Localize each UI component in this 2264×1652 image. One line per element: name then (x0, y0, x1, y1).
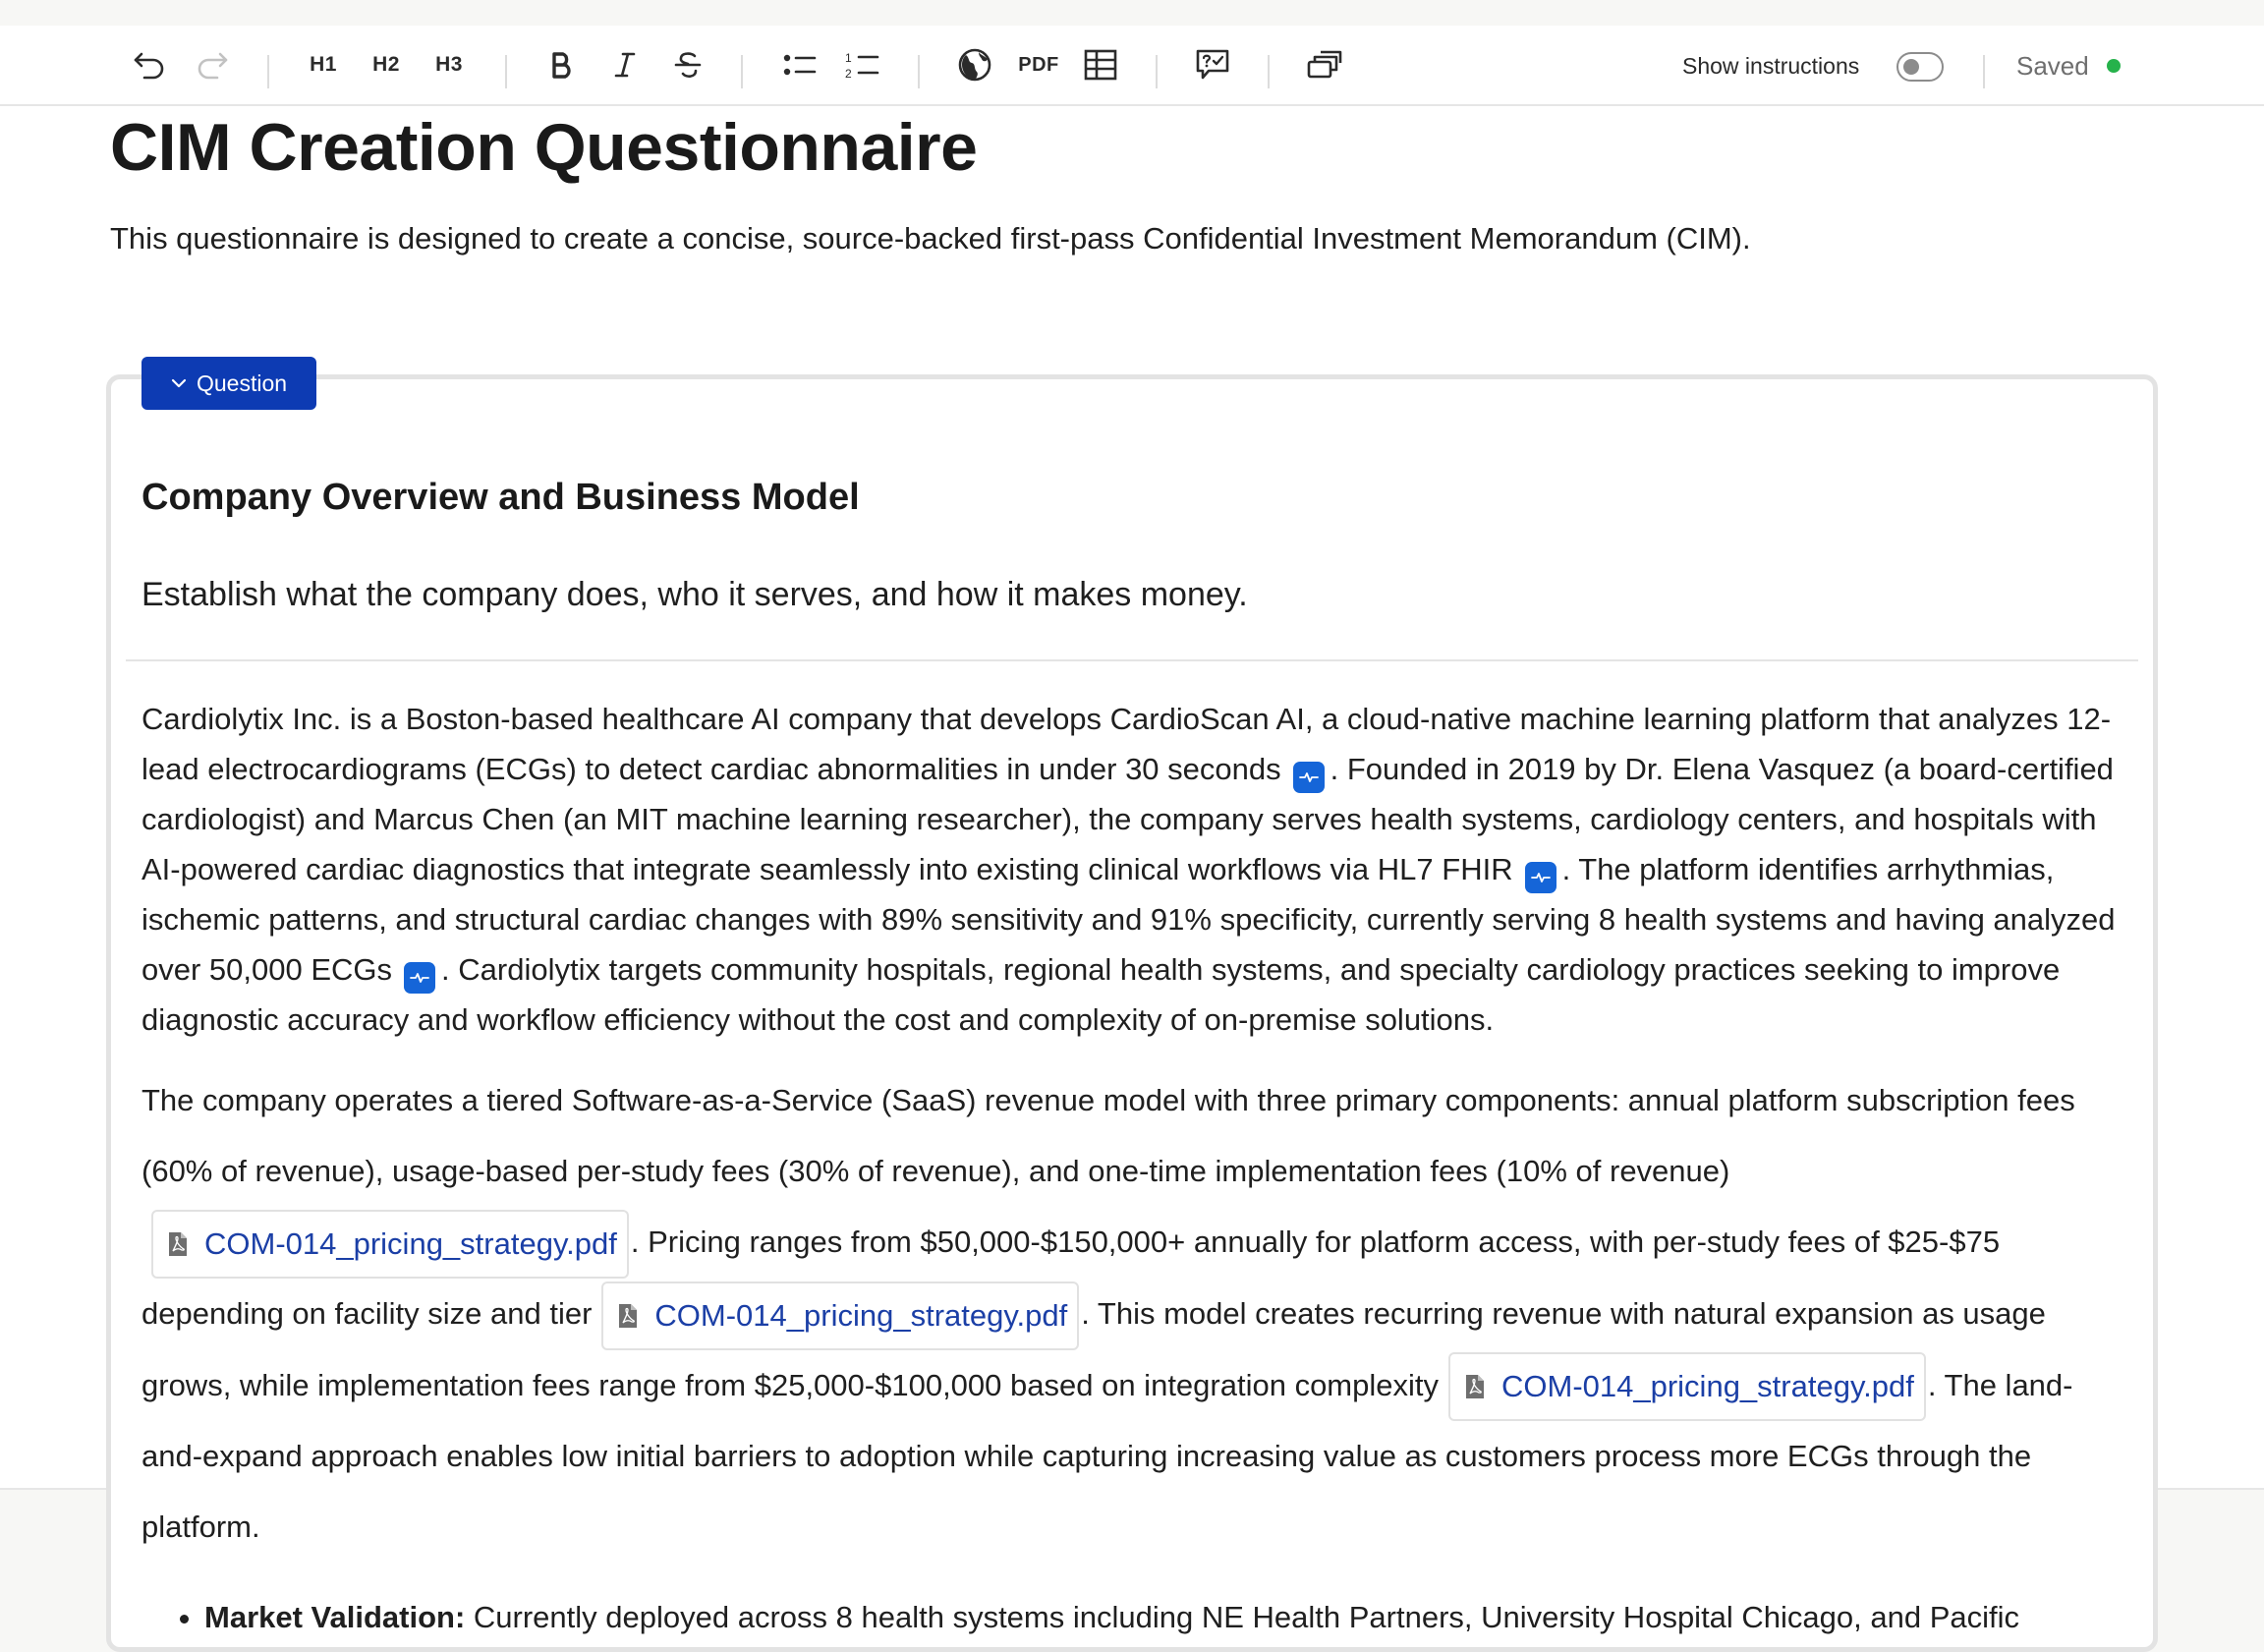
pdf-source-chip[interactable] (151, 1210, 629, 1279)
pdf-source-filename: COM-014_pricing_strategy.pdf (1501, 1369, 1914, 1404)
page-title: CIM Creation Questionnaire (110, 110, 978, 185)
question-divider (126, 659, 2138, 661)
bold-icon[interactable] (542, 43, 582, 86)
strikethrough-icon[interactable] (668, 43, 708, 86)
table-icon[interactable] (1079, 43, 1122, 86)
bullet-label: Market Validation: (204, 1600, 466, 1635)
page-subtitle: This questionnaire is designed to create a concise, source-backed first-pass Confidential Investment Memorandum (CIM). (110, 221, 1751, 256)
question-badge-label: Question (196, 370, 288, 396)
list-item (204, 1592, 2128, 1642)
chevron-down-icon (171, 377, 187, 389)
pdf-button[interactable]: PDF (1018, 53, 1059, 76)
pdf-source-filename: COM-014_pricing_strategy.pdf (654, 1297, 1068, 1333)
pdf-file-icon (617, 1303, 639, 1329)
heading-2-button[interactable]: H2 (372, 53, 400, 76)
answer-paragraph (142, 694, 2128, 1045)
answer-bullet-list (142, 1592, 2128, 1642)
redo-icon[interactable] (191, 43, 234, 86)
toolbar-divider (1268, 55, 1270, 88)
copy-icon[interactable] (1303, 43, 1346, 86)
svg-text:2: 2 (845, 67, 852, 80)
heading-3-button[interactable]: H3 (435, 53, 463, 76)
pdf-source-chip[interactable] (1448, 1352, 1926, 1421)
pdf-file-icon (167, 1231, 189, 1257)
toolbar-divider (267, 55, 269, 88)
toolbar-divider (918, 55, 920, 88)
toggle-knob (1903, 59, 1919, 75)
answer-text: . Pricing ranges from $50,000-$150,000+ annually for platform access, with per-study fees of $25-$75 depending on facility size and tier (142, 1225, 2001, 1331)
globe-icon[interactable] (953, 43, 996, 86)
answer-text: Cardiolytix Inc. is a Boston-based healthcare AI company that develops CardioScan AI, a cloud-native machine learning platform that analyzes 12-lead electrocardiograms (ECGs) to detect cardiac abnormalities in under 30 seconds (142, 702, 2112, 786)
toolbar-divider (505, 55, 507, 88)
answer-text: . This model creates recurring revenue with natural expansion as usage grows, while implementation fees range from $25,000-$100,000 based on integration complexity (142, 1295, 2046, 1402)
answer-text: The company operates a tiered Software-as-a-Service (SaaS) revenue model with three primary components: annual platform subscription fees (60% of revenue), usage-based per-study fees (30% of revenue), and one-time implementation fees (10% of revenue) (142, 1083, 2075, 1188)
undo-icon[interactable] (128, 43, 171, 86)
question-toggle-button[interactable] (142, 357, 316, 410)
ecg-source-icon[interactable] (404, 962, 435, 994)
question-icon[interactable] (1191, 43, 1234, 86)
show-instructions-label: Show instructions (1682, 53, 1860, 79)
question-title: Company Overview and Business Model (142, 477, 860, 518)
show-instructions-toggle[interactable] (1896, 52, 1944, 82)
bullet-list-icon[interactable] (780, 43, 820, 86)
answer-text: . The platform identifies arrhythmias, ischemic patterns, and structural cardiac changes with 89% sensitivity and 91% specificity, currently serving 8 health systems and having analyzed over 50,000 ECGs (142, 852, 2116, 987)
toolbar-divider (741, 55, 743, 88)
pdf-source-chip[interactable] (601, 1282, 1079, 1350)
ecg-source-icon[interactable] (1525, 862, 1556, 893)
ecg-source-icon[interactable] (1293, 762, 1325, 793)
numbered-list-icon[interactable] (843, 43, 882, 86)
answer-paragraph (142, 1065, 2128, 1563)
italic-icon[interactable] (605, 43, 645, 86)
svg-text:1: 1 (845, 51, 852, 65)
pdf-source-filename: COM-014_pricing_strategy.pdf (204, 1225, 617, 1261)
answer-text: . The land-and-expand approach enables low initial barriers to adoption while capturing increasing value as customers process more ECGs through the platform. (142, 1367, 2073, 1545)
answer-text: . Founded in 2019 by Dr. Elena Vasquez (a board-certified cardiologist) and Marcus Chen (an MIT machine learning researcher), the company serves health systems, cardiology centers, and hospitals with AI-powered cardiac diagnostics that integrate seamlessly into existing clinical workflows via HL7 FHIR (142, 752, 2114, 886)
question-description: Establish what the company does, who it serves, and how it makes money. (142, 576, 1248, 613)
bullet-text: Currently deployed across 8 health systems including NE Health Partners, University Hospital Chicago, and Pacific (465, 1600, 2020, 1635)
heading-1-button[interactable]: H1 (310, 53, 337, 76)
toolbar-divider (1983, 55, 1985, 88)
pdf-file-icon (1464, 1374, 1486, 1399)
editor-toolbar (0, 26, 2264, 106)
saved-status: Saved (2016, 51, 2089, 81)
window-top-strip (0, 0, 2264, 26)
answer-body[interactable] (142, 694, 2128, 1642)
toolbar-divider (1156, 55, 1158, 88)
answer-text: . Cardiolytix targets community hospitals, regional health systems, and specialty cardiology practices seeking to improve diagnostic accuracy and workflow efficiency without the cost and complexity of on-premise solutions. (142, 952, 2061, 1037)
saved-status-dot (2107, 59, 2121, 73)
